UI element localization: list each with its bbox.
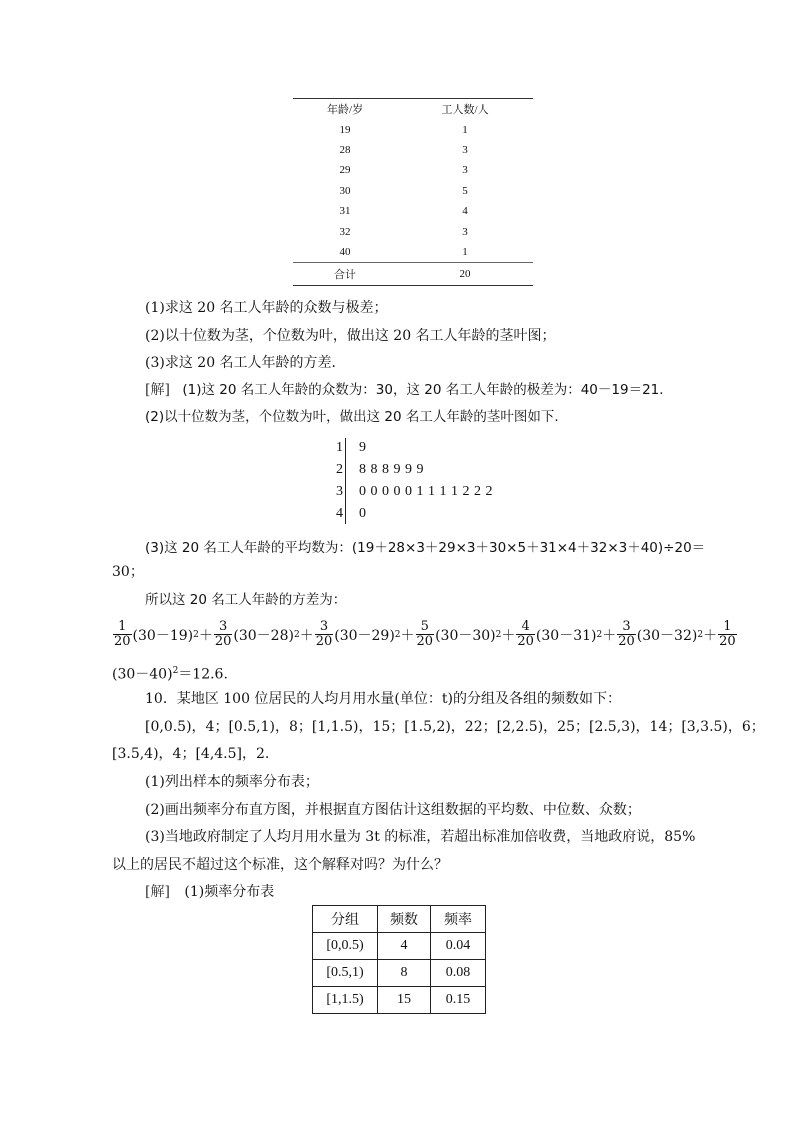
q10-stem: 10．某地区 100 位居民的人均月用水量(单位：t)的分组及各组的频数如下：: [145, 691, 621, 707]
solution-text: (1)这 20 名工人年龄的众数为：30，这 20 名工人年龄的极差为：40－19＝21．: [182, 382, 673, 398]
fraction: [617, 620, 636, 649]
denominator: 20: [214, 634, 232, 649]
q9-solution-1: [145, 380, 673, 400]
stem: 2: [336, 462, 343, 477]
numerator: 1: [718, 620, 737, 635]
term-expr: (30－29): [334, 627, 395, 644]
table-row: [293, 242, 533, 263]
count-cell: 1: [462, 123, 468, 136]
term-expr: (30－31): [535, 627, 597, 644]
table-row: [293, 221, 533, 241]
denominator: 20: [416, 634, 434, 649]
q9-solution-2: (2)以十位数为茎，个位数为叶，做出这 20 名工人年龄的茎叶图如下.: [145, 409, 559, 425]
numerator: 1: [113, 620, 132, 635]
operator: ＋: [299, 627, 314, 644]
leaf: 0: [359, 506, 367, 521]
stem-leaf-plot: [329, 437, 493, 525]
count-cell: 3: [462, 143, 468, 156]
group-cell: [0,0.5): [313, 933, 378, 960]
header-age: 年龄/岁: [327, 104, 364, 117]
term-expr: (30－30): [435, 627, 496, 644]
q10-part2: (2)画出频率分布直方图，并根据直方图估计这组数据的平均数、中位数、众数；: [145, 802, 641, 818]
fraction: [214, 620, 233, 649]
q9-part3: (3)求这 20 名工人年龄的方差．: [145, 355, 346, 371]
numerator: 4: [516, 620, 535, 635]
solution-tag: [解]: [145, 884, 170, 900]
solution-text: (1)频率分布表: [184, 884, 275, 900]
table-row: [313, 987, 486, 1014]
table-row: [293, 119, 533, 139]
group-cell: [1,1.5): [313, 987, 378, 1014]
header-rate: 频率: [431, 906, 486, 933]
count-cell: 3: [462, 225, 468, 238]
frequency-cell: 8: [378, 960, 431, 987]
stem: 4: [336, 506, 343, 521]
rate-cell: 0.15: [431, 987, 486, 1014]
frequency-cell: 4: [378, 933, 431, 960]
q9-part2: (2)以十位数为茎，个位数为叶，做出这 20 名工人年龄的茎叶图；: [145, 328, 556, 344]
exponent: 2: [293, 629, 300, 640]
operator: ＋: [602, 627, 617, 644]
numerator: 3: [315, 620, 334, 635]
age-cell: 31: [339, 205, 351, 218]
variance-formula: [112, 620, 738, 649]
age-cell: 30: [339, 184, 351, 197]
q9-solution-3c: 所以这 20 名工人年龄的方差为：: [145, 592, 347, 608]
table-row: [313, 960, 486, 987]
q10-part3b: 以上的居民不超过这个标准，这个解释对吗？为什么？: [112, 857, 448, 873]
term-expr: (30－32): [636, 627, 698, 644]
header-group: 分组: [313, 906, 378, 933]
fraction: [416, 620, 435, 649]
total-label: 合计: [334, 269, 357, 282]
q10-part1: (1)列出样本的频率分布表；: [145, 774, 319, 790]
denominator: 20: [315, 634, 333, 649]
stem: 1: [336, 440, 343, 455]
count-cell: 5: [462, 184, 468, 197]
fraction: [113, 620, 132, 649]
result-text: ＝12.6.: [178, 666, 228, 683]
fraction: [516, 620, 535, 649]
q10-data-line1: [0,0.5)，4；[0.5,1)，8；[1,1.5)，15；[1.5,2)，22；[2,2.5)，25；[2.5,3)，14；[3,3.5)，6；: [145, 719, 765, 735]
exponent: 2: [193, 629, 199, 640]
stem-divider: [345, 438, 346, 524]
exponent: 2: [394, 629, 401, 640]
age-table: [293, 98, 533, 286]
stem-leaf-row: [329, 503, 493, 525]
exponent: 2: [172, 666, 179, 676]
table-total-row: [293, 263, 533, 286]
table-row: [293, 181, 533, 201]
age-cell: 29: [339, 164, 351, 177]
stem-leaf-row: [329, 459, 493, 481]
stem: 3: [336, 484, 343, 499]
leaf: 8 8 8 9 9 9: [359, 462, 424, 477]
age-cell: 19: [339, 123, 351, 136]
operator: ＋: [703, 627, 718, 644]
age-cell: 40: [339, 245, 351, 258]
operator: ＋: [198, 627, 213, 644]
total-value: 20: [459, 268, 471, 281]
term-expr: (30－28): [233, 627, 294, 644]
header-count: 工人数/人: [441, 104, 489, 117]
denominator: 20: [517, 634, 534, 649]
leaf: 0 0 0 0 0 1 1 1 1 2 2 2: [359, 484, 493, 499]
group-cell: [0.5,1): [313, 960, 378, 987]
denominator: 20: [719, 634, 736, 649]
table-header-row: [313, 906, 486, 933]
q9-solution-3a: (3)这 20 名工人年龄的平均数为：(19＋28×3＋29×3＋30×5＋31×4＋32×3＋40)÷20＝: [145, 540, 706, 556]
term-expr: (30－19): [132, 627, 194, 644]
exponent: 2: [596, 629, 603, 640]
exponent: 2: [495, 629, 502, 640]
header-frequency: 频数: [378, 906, 431, 933]
numerator: 3: [617, 620, 636, 635]
fraction: [315, 620, 334, 649]
q10-solution-1: [145, 882, 274, 902]
frequency-cell: 15: [378, 987, 431, 1014]
table-row: [293, 160, 533, 180]
term-expr: (30－40): [112, 666, 173, 683]
numerator: 5: [416, 620, 435, 635]
frequency-table: [312, 905, 486, 1014]
rate-cell: 0.08: [431, 960, 486, 987]
stem-leaf-row: [329, 481, 493, 503]
table-row: [313, 933, 486, 960]
numerator: 3: [214, 620, 233, 635]
variance-result: [112, 661, 228, 685]
denominator: 20: [618, 634, 635, 649]
rate-cell: 0.04: [431, 933, 486, 960]
leaf: 9: [359, 440, 367, 455]
age-cell: 32: [339, 225, 351, 238]
count-cell: 1: [462, 245, 468, 258]
table-row: [293, 201, 533, 221]
count-cell: 4: [462, 205, 468, 218]
q9-part1: (1)求这 20 名工人年龄的众数与极差；: [145, 300, 388, 316]
operator: ＋: [501, 627, 516, 644]
denominator: 20: [114, 634, 131, 649]
solution-tag: [解]: [145, 382, 170, 398]
q10-data-line2: [3.5,4)，4；[4,4.5]，2.: [112, 746, 270, 762]
stem-leaf-row: [329, 437, 493, 459]
count-cell: 3: [462, 164, 468, 177]
fraction: [718, 620, 737, 649]
q9-solution-3b: 30；: [112, 564, 144, 580]
table-header-row: [293, 99, 533, 120]
exponent: 2: [697, 629, 704, 640]
table-row: [293, 140, 533, 160]
age-cell: 28: [339, 143, 351, 156]
q10-part3a: (3)当地政府制定了人均月用水量为 3t 的标准，若超出标准加倍收费，当地政府说，85%: [145, 829, 696, 845]
operator: ＋: [400, 627, 415, 644]
